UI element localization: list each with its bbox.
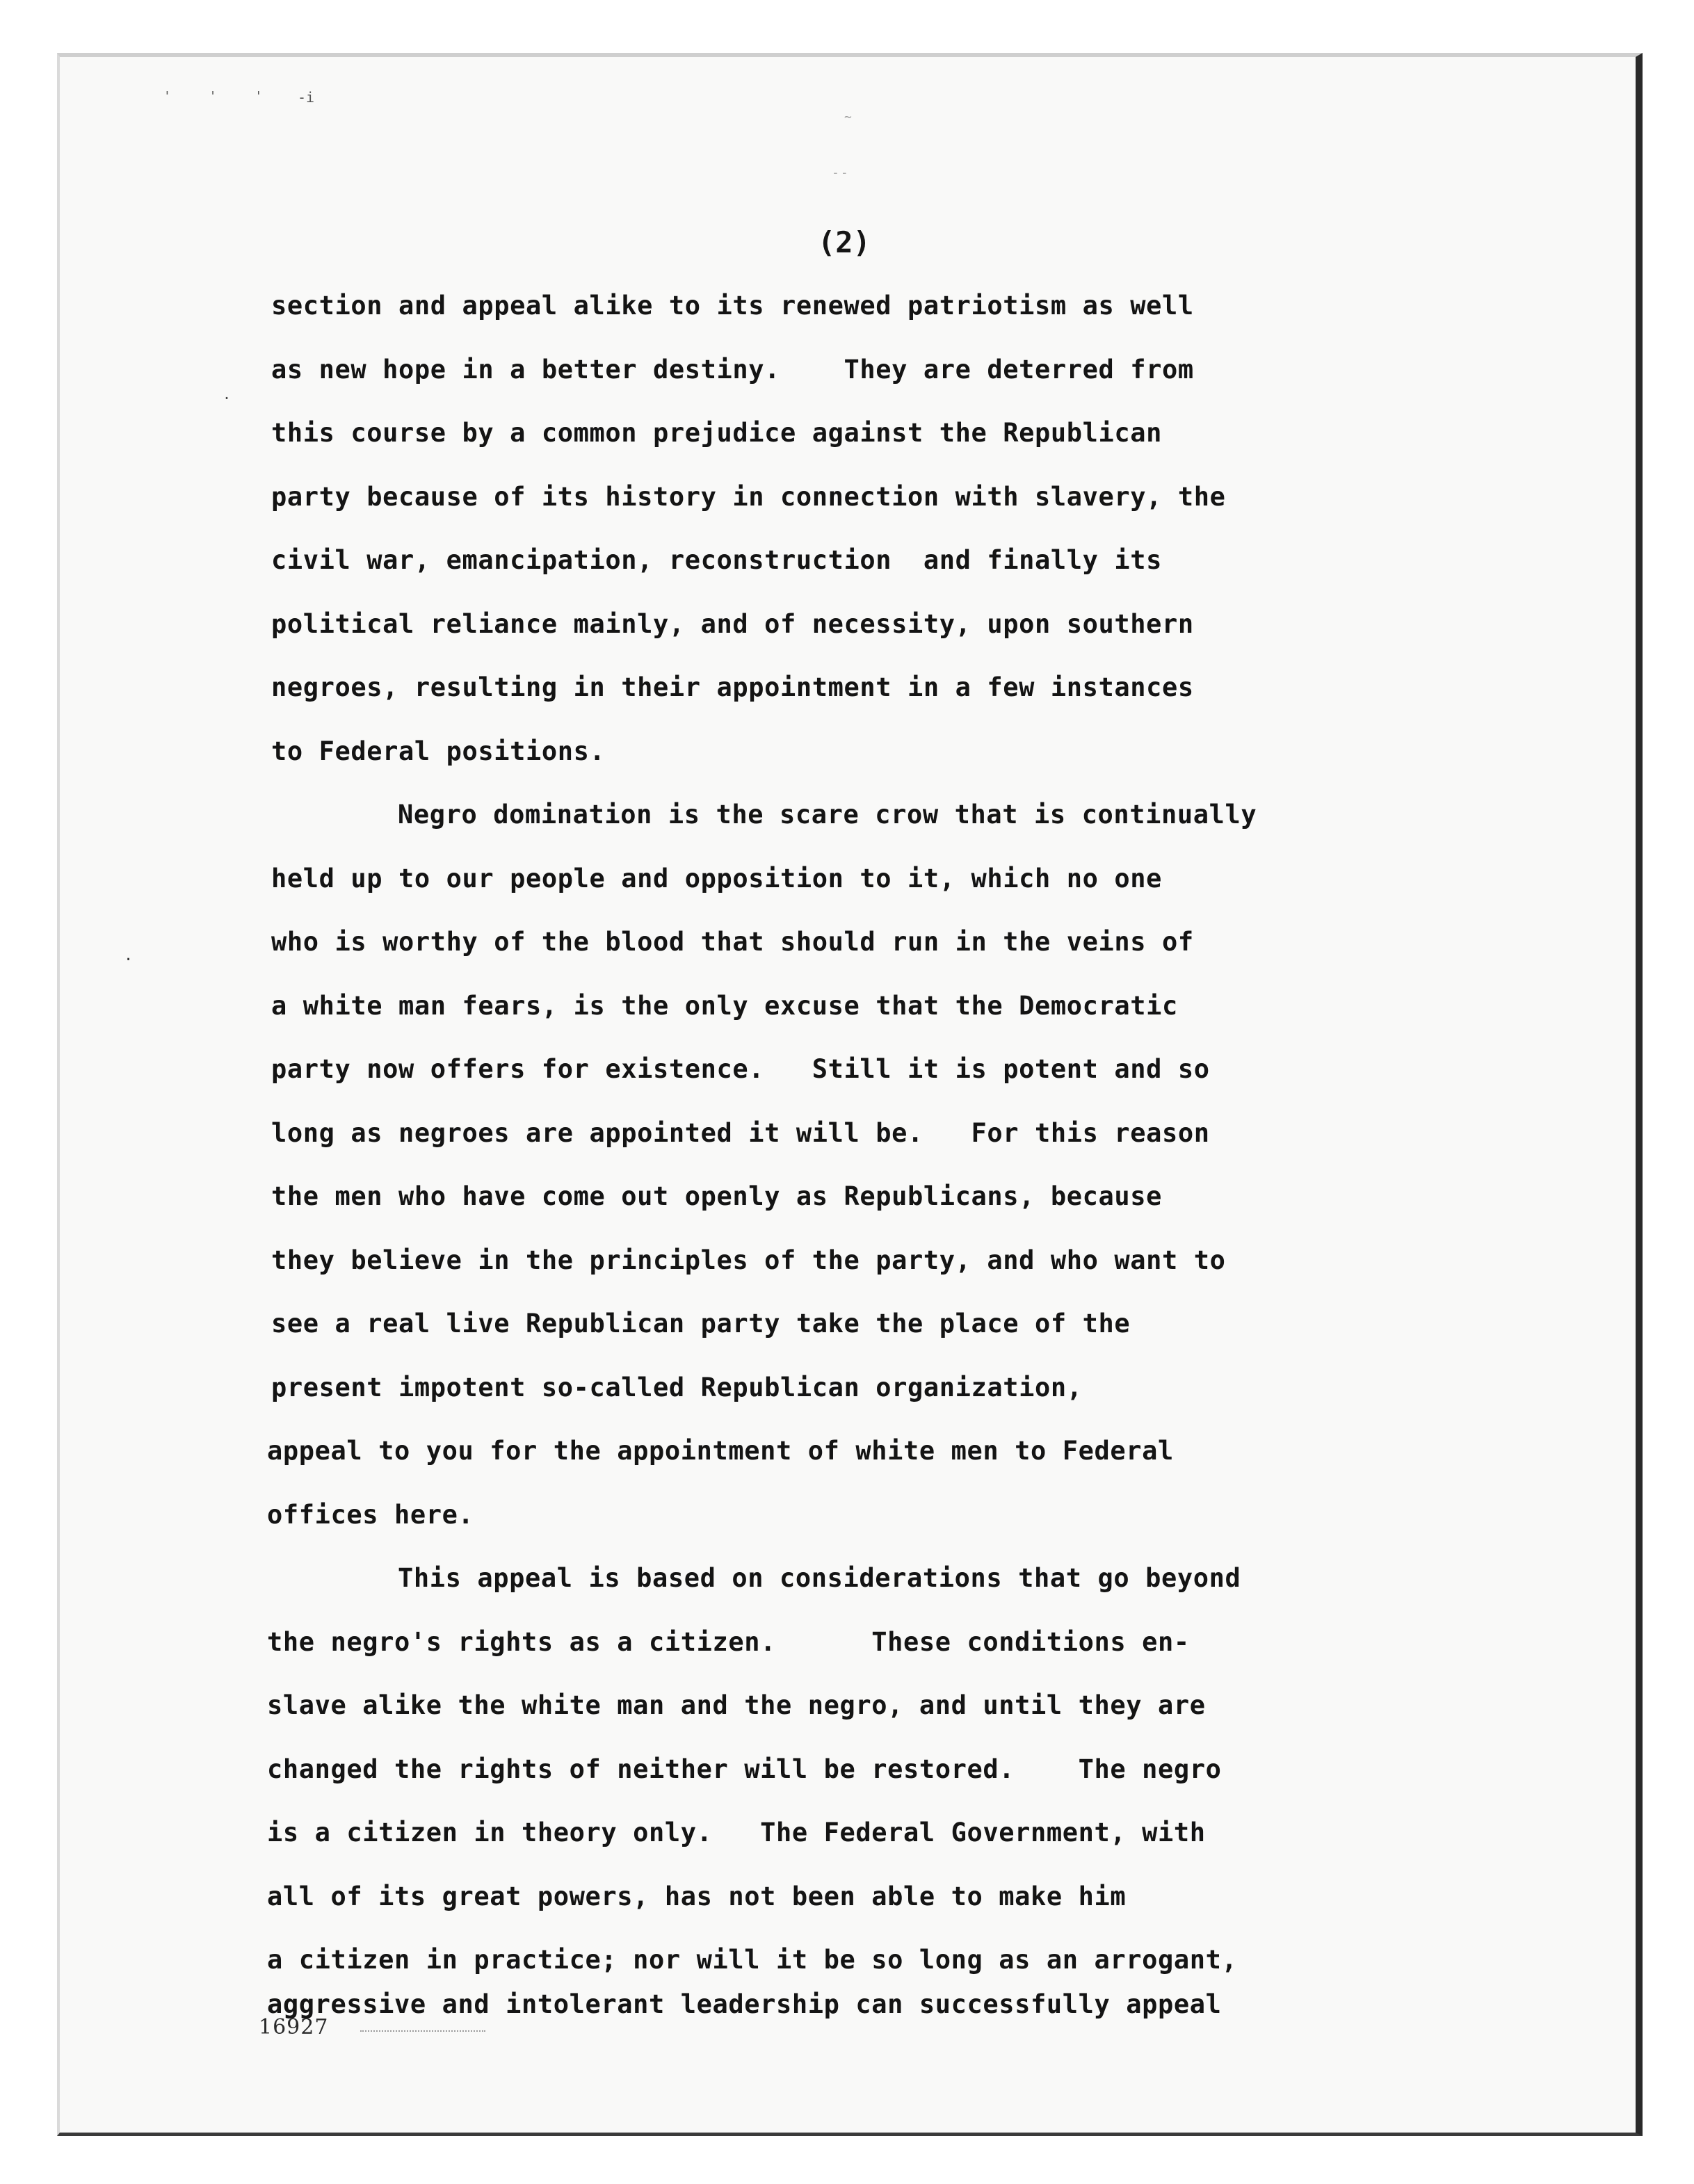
- text-line: slave alike the white man and the negro, and until they are: [267, 1690, 1206, 1720]
- text-line: section and appeal alike to its renewed patriotism as well: [271, 291, 1194, 321]
- text-line: This appeal is based on considerations that go beyond: [398, 1563, 1241, 1593]
- text-line: all of its great powers, has not been able to make him: [267, 1882, 1127, 1911]
- text-line: a citizen in practice; nor will it be so long as an arrogant,: [267, 1945, 1238, 1975]
- scan-speck: .: [124, 947, 134, 964]
- file-number-rule: [360, 2030, 485, 2032]
- text-line: the men who have come out openly as Republicans, because: [271, 1181, 1163, 1211]
- scan-speck: ~: [844, 110, 852, 124]
- text-line: Negro domination is the scare crow that is continually: [398, 800, 1257, 830]
- text-line: held up to our people and opposition to it, which no one: [271, 864, 1163, 893]
- text-line: to Federal positions.: [271, 736, 606, 766]
- file-number: 16927: [259, 2015, 329, 2039]
- page-number: (2): [818, 225, 871, 259]
- text-line: negroes, resulting in their appointment in a few instances: [271, 672, 1194, 702]
- text-line: is a citizen in theory only. The Federal Government, with: [267, 1818, 1206, 1847]
- text-line: civil war, emancipation, reconstruction and finally its: [271, 545, 1163, 575]
- text-line: this course by a common prejudice against the Republican: [271, 418, 1163, 448]
- text-line: party because of its history in connection with slavery, the: [271, 482, 1226, 512]
- text-line: offices here.: [267, 1500, 474, 1530]
- scan-speck: --: [832, 165, 850, 180]
- text-line: they believe in the principles of the party, and who want to: [271, 1245, 1226, 1275]
- text-line: appeal to you for the appointment of white men to Federal: [267, 1436, 1174, 1466]
- scan-speck: -i: [298, 89, 315, 106]
- text-line: the negro's rights as a citizen. These conditions en-: [267, 1627, 1190, 1657]
- text-line: aggressive and intolerant leadership can successfully appeal: [267, 1989, 1222, 2019]
- scan-speck: .: [223, 386, 232, 403]
- text-line: present impotent so-called Republican organization,: [271, 1373, 1083, 1402]
- text-line: party now offers for existence. Still it is potent and so: [271, 1054, 1210, 1084]
- text-line: a white man fears, is the only excuse that the Democratic: [271, 991, 1178, 1021]
- text-line: long as negroes are appointed it will be. For this reason: [271, 1118, 1210, 1148]
- scan-speck: ' ' ': [163, 89, 278, 104]
- text-line: as new hope in a better destiny. They are deterred from: [271, 355, 1194, 385]
- text-line: see a real live Republican party take the place of the: [271, 1309, 1131, 1338]
- text-line: political reliance mainly, and of necessity, upon southern: [271, 609, 1194, 639]
- text-line: changed the rights of neither will be restored. The negro: [267, 1754, 1222, 1784]
- text-line: who is worthy of the blood that should run in the veins of: [271, 927, 1194, 957]
